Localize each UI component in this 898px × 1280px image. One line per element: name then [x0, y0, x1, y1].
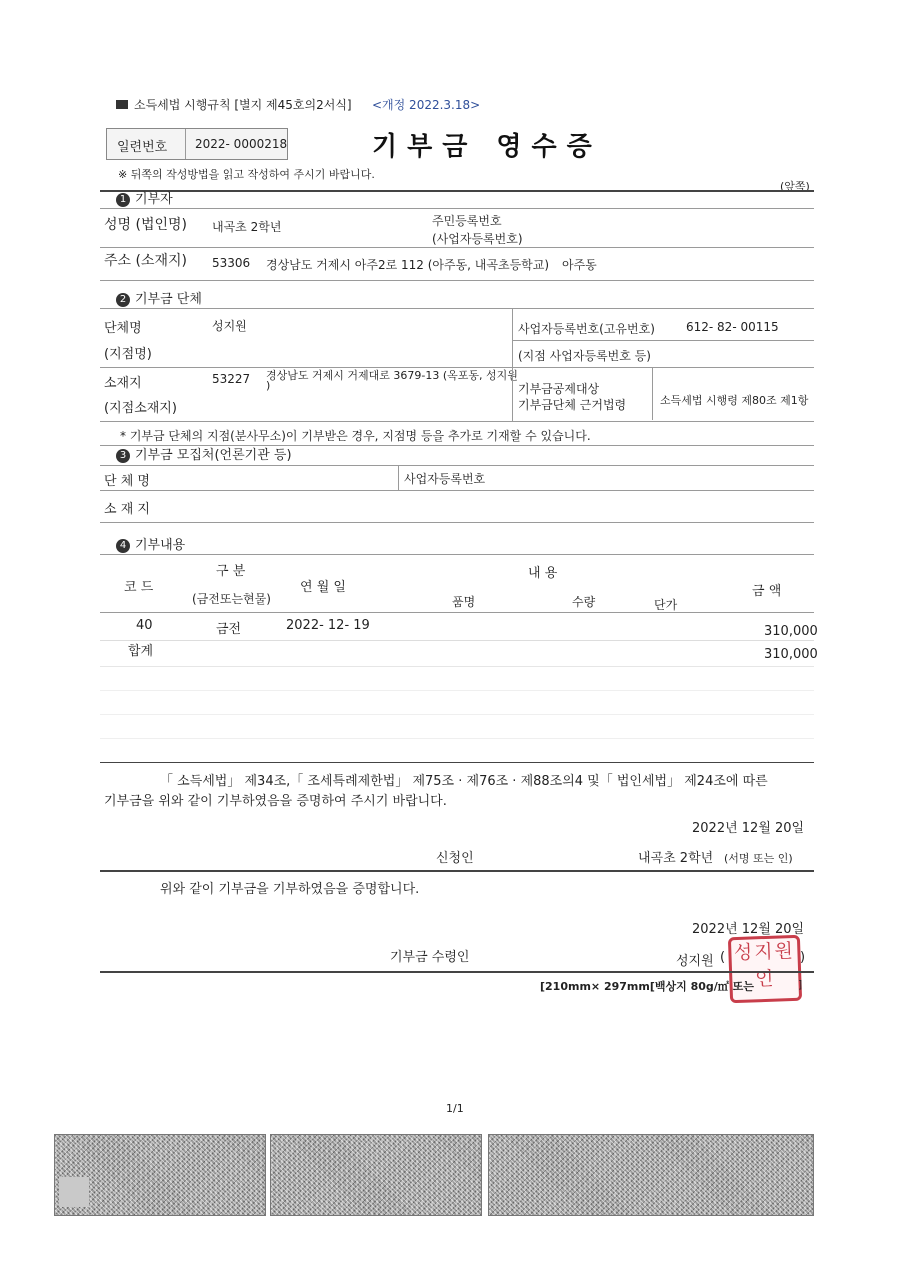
org-law-label-1: 기부금공제대상 [518, 382, 600, 396]
col-unit: 단가 [654, 598, 678, 612]
org-name-label: 단체명 [104, 321, 142, 336]
org-postal: 53227 [212, 372, 251, 386]
applicant-value: 내곡초 2학년 [638, 851, 714, 866]
total-label: 합계 [128, 644, 154, 659]
form-rule: 소득세법 시행규칙 [별지 제45호의2서식] [116, 96, 352, 113]
scan-noise-strip-2 [270, 1134, 482, 1216]
confirm-date: 2022년 12월 20일 [692, 922, 805, 937]
col-code: 코 드 [124, 580, 154, 595]
total-amount: 310,000 [764, 647, 818, 662]
receiver-value: 성지원 [676, 954, 714, 969]
serial-box [106, 128, 288, 160]
section-number-3-icon: 3 [116, 449, 130, 463]
collector-name-label: 단 체 명 [104, 474, 150, 489]
row-date: 2022- 12- 19 [286, 618, 370, 633]
scan-noise-strip-1 [54, 1134, 266, 1216]
col-type-sub: (금전또는현물) [192, 592, 271, 606]
donor-name-value: 내곡초 2학년 [212, 220, 282, 234]
scan-noise-strip-3 [488, 1134, 814, 1216]
donor-name-label: 성명 (법인명) [104, 217, 187, 233]
org-branch-location-label: (지점소재지) [104, 401, 177, 416]
org-law-value: 소득세법 시행령 제80조 제1항 [660, 394, 809, 407]
col-amount: 금 액 [752, 584, 782, 599]
section-content: 4 기부내용 [116, 534, 185, 553]
instruction: ※ 뒤쪽의 작성방법을 읽고 작성하여 주시기 바랍니다. [118, 168, 375, 181]
col-item: 품명 [452, 595, 476, 609]
section-collector: 3 기부금 모집처(언론기관 등) [116, 444, 292, 463]
section-donor: 1 기부자 [116, 188, 173, 207]
org-note: * 기부금 단체의 지점(분사무소)이 기부받은 경우, 지점명 등을 추가로 기재할 수 있습니다. [120, 429, 591, 443]
sign-hint: (서명 또는 인) [724, 852, 793, 865]
org-address-line1: 경상남도 거제시 거제대로 3679-13 (옥포동, 성지원 [266, 369, 518, 382]
request-line-1: 「 소득세법」 제34조,「 조세특례제한법」 제75조 · 제76조 · 제88조의4 및「 법인세법」 제24조에 따른 [160, 774, 768, 789]
page-side: (앞쪽) [780, 180, 810, 193]
section-number-4-icon: 4 [116, 539, 130, 553]
row-code: 40 [136, 618, 153, 633]
page-number: 1/1 [446, 1102, 464, 1115]
page-title: 기부금 영수증 [372, 132, 602, 162]
donor-address: 경상남도 거제시 아주2로 112 (아주동, 내곡초등학교) [266, 258, 550, 272]
square-bullet-icon [116, 100, 128, 109]
blurred-logo-icon [59, 1177, 89, 1207]
receiver-paren-open: ( [720, 950, 726, 965]
col-date: 연 월 일 [300, 580, 346, 595]
serial-label: 일련번호 [117, 140, 168, 155]
donor-id-label: 주민등록번호 [432, 214, 502, 228]
receiver-label: 기부금 수령인 [390, 950, 470, 965]
revision-date: <개정 2022.3.18> [372, 98, 481, 112]
receiver-paren-close: ) [800, 950, 806, 965]
org-name-value: 성지원 [212, 319, 247, 333]
confirm-line: 위와 같이 기부금을 기부하였음을 증명합니다. [160, 882, 420, 897]
org-bizno-value: 612- 82- 00115 [686, 320, 779, 334]
section-org: 2 기부금 단체 [116, 288, 202, 307]
collector-location-label: 소 재 지 [104, 502, 150, 517]
applicant-label: 신청인 [436, 851, 474, 866]
request-line-2: 기부금을 위와 같이 기부하였음을 증명하여 주시기 바랍니다. [104, 794, 447, 809]
donor-address-label: 주소 (소재지) [104, 253, 187, 269]
org-location-label: 소재지 [104, 376, 142, 391]
donor-id-label-sub: (사업자등록번호) [432, 232, 523, 246]
org-branch-bizno-label: (지점 사업자등록번호 등) [518, 349, 651, 363]
paper-spec-close: ] [798, 978, 803, 991]
section-number-1-icon: 1 [116, 193, 130, 207]
seal-stamp-icon: 성지원인 [728, 935, 802, 1003]
col-type: 구 분 [216, 564, 246, 579]
serial-value: 2022- 0000218 [195, 137, 288, 151]
request-date: 2022년 12월 20일 [692, 821, 805, 836]
col-detail: 내 용 [528, 566, 558, 581]
org-address-line2: ) [266, 379, 271, 392]
row-amount: 310,000 [764, 624, 818, 639]
org-branch-label: (지점명) [104, 347, 152, 362]
collector-bizno-label: 사업자등록번호 [404, 472, 486, 486]
donor-postal: 53306 [212, 256, 251, 270]
org-bizno-label: 사업자등록번호(고유번호) [518, 322, 655, 336]
donor-address-extra: 아주동 [562, 258, 597, 272]
paper-spec: [210mm× 297mm[백상지 80g/㎡ 또는 [540, 980, 754, 993]
col-qty: 수량 [572, 595, 596, 609]
row-type: 금전 [216, 622, 242, 637]
org-law-label-2: 기부금단체 근거법령 [518, 398, 627, 412]
section-number-2-icon: 2 [116, 293, 130, 307]
